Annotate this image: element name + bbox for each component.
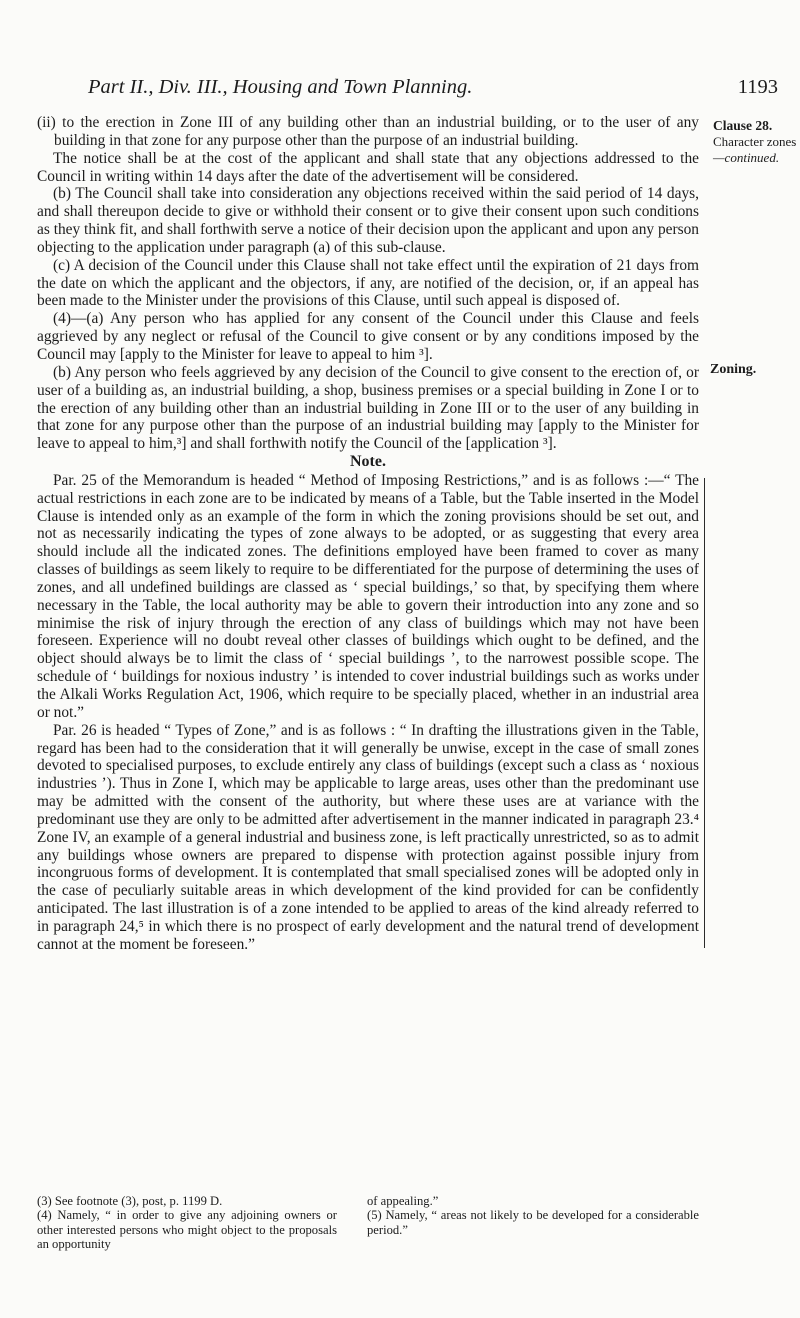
footnote-4: (4) Namely, “ in order to give any adjoining owners or other interested persons who might object to the proposals an opportunity [37,1208,337,1251]
margin-clause-title: Clause 28. [713,118,773,133]
footnote-5: (5) Namely, “ areas not likely to be developed for a considerable period.” [367,1208,699,1237]
margin-clause-subtitle: Character zones [713,134,797,149]
margin-note-zoning: Zoning. [710,362,757,377]
paragraph-4b: (b) Any person who feels aggrieved by any decision of the Council to give consent to the erection of, or user of a building as, an industrial building, a shop, business premises or a special building in Zone I or to the erection of any building other than an industrial building in Zone III or to the user of any building in that zone for any purpose other than the purpose of an industrial building may [apply to the Minister for leave to appeal to him,³] and shall forthwith notify the Council of the [application ³]. [37,363,699,453]
main-text [37,114,699,954]
margin-rule [704,478,705,948]
running-head-title: Part II., Div. III., Housing and Town Planning. [88,76,473,98]
note-paragraph-25: Par. 25 of the Memorandum is headed “ Method of Imposing Restrictions,” and is as follows :—“ The actual restrictions in each zone are to be indicated by means of a Table, but the Table inserted in the Model Clause is intended only as an example of the form in which the zoning provisions should be set out, and not as necessarily indicating the types of zone always to be adopted, or as suggesting that every area should include all the indicated zones. The definitions employed have been framed to cover as many classes of buildings as seem likely to require to be differentiated for the purpose of determining the uses of zones, and all undefined buildings are classed as ‘ special buildings,’ so that, by specifying them where necessary in the Table, the local authority may be able to govern their introduction into any zone and so minimise the risk of injury through the erection of any class of buildings which may not have been foreseen. Experience will no doubt reveal other classes of buildings which ought to be defined, and the object should always be to limit the class of ‘ special buildings ’, to the narrowest possible scope. The schedule of ‘ buildings for noxious industry ’ is intended to cover industrial buildings such as works under the Alkali Works Regulation Act, 1906, which require to be specially placed, whether in an industrial area or not.” [37,471,699,721]
paragraph-ii: (ii) to the erection in Zone III of any building other than an industrial building, or to the user of any building in that zone for any purpose other than the purpose of an industrial building. [37,114,699,149]
paragraph-c: (c) A decision of the Council under this Clause shall not take effect until the expiration of 21 days from the date on which the applicant and the objectors, if any, are notified of the decision, or, if an appeal has been made to the Minister under the provisions of this Clause, until such appeal is disposed of. [37,256,699,310]
margin-note-clause [713,118,797,166]
footnote-3: (3) See footnote (3), post, p. 1199 D. [37,1194,223,1208]
paragraph-b: (b) The Council shall take into consideration any objections received within the said period of 14 days, and shall thereupon decide to give or withhold their consent or to give their consent upon such conditions as they think fit, and shall forthwith serve a notice of their decision upon the applicant and upon any person objecting to the application under paragraph (a) of this sub-clause. [37,185,699,256]
paragraph-4a: (4)—(a) Any person who has applied for any consent of the Council under this Clause and feels aggrieved by any neglect or refusal of the Council to give consent or by any conditions imposed by the Council may [apply to the Minister for leave to appeal to him ³]. [37,310,699,363]
running-head [88,76,778,99]
margin-clause-continued: —continued. [713,150,780,165]
zoning-note-block [37,472,699,954]
note-paragraph-26: Par. 26 is headed “ Types of Zone,” and is as follows : “ In drafting the illustrations given in the Table, regard has been had to the consideration that it will generally be unwise, except in the case of small zones devoted to specialised purposes, to exclude entirely any class of buildings (except such a class as ‘ noxious industries ’). Thus in Zone I, which may be applicable to large areas, uses other than the predominant use may be admitted with the consent of the authority, but where these uses are at variance with the predominant use they are only to be admitted after advertisement in the manner indicated in paragraph 23.⁴ Zone IV, an example of a general industrial and business zone, is left practically unrestricted, so as to admit any buildings whose owners are prepared to dispense with protection against possible injury from incongruous forms of development. It is contemplated that small specialised zones will be adopted only in the case of peculiarly suitable areas in which development of the kind provided for can be confidently anticipated. The last illustration is of a zone intended to be applied to areas of the kind already referred to in paragraph 24,⁵ in which there is no prospect of early development and the natural trend of development cannot at the moment be foreseen.” [37,721,699,953]
footnote-4-continued: of appealing.” [367,1194,439,1208]
footnotes-right-column [367,1194,699,1237]
footnotes-left-column [37,1194,337,1251]
paragraph-notice: The notice shall be at the cost of the applicant and shall state that any objections addressed to the Council in writing within 14 days after the date of the advertisement will be considered. [37,149,699,185]
note-heading: Note. [350,453,386,471]
page-number: 1193 [737,76,778,98]
